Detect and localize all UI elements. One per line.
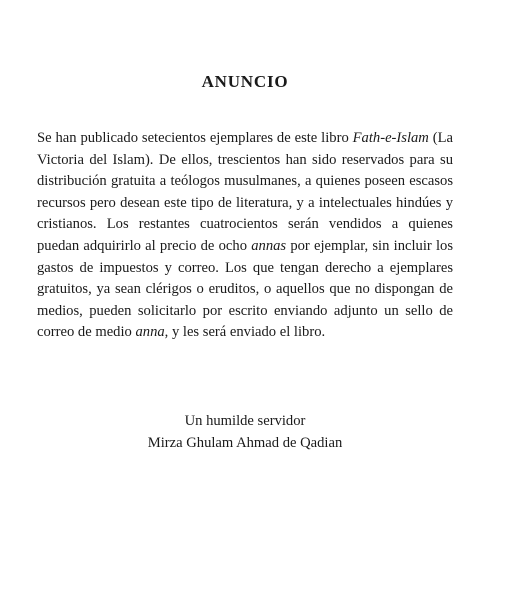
paragraph-text-part-3: por ejemplar, sin incluir los gastos de impuestos y correo. Los que tengan derecho a ejemplares gratuitos, ya sean clérigos o eruditos, o aquellos que no dispongan de medios, pueden solicitarlo por escrito enviando adjunto un sello de correo de medio xyxy=(37,237,454,341)
paragraph-text-part-2: (La Victoria del Islam). De ellos, trescientos han sido reservados para su distribución gratuita a teólogos musulmanes, a quienes poseen escasos recursos pero desean este tipo de literatura, y a intelectuales hindúes y cristianos. Los restantes cuatrocientos serán vendidos a quienes puedan adquirirlo al precio de ocho xyxy=(37,130,453,254)
signature-name: Mirza Ghulam Ahmad de Qadian xyxy=(147,435,343,451)
currency-anna-italic: anna xyxy=(135,324,165,341)
paragraph-text-part-4: , y les será enviado el libro. xyxy=(164,324,326,341)
paragraph-text-part-1: Se han publicado setecientos ejemplares de este libro xyxy=(37,130,353,146)
page-title: ANUNCIO xyxy=(201,72,289,91)
announcement-paragraph xyxy=(37,128,453,344)
signature-block xyxy=(0,410,490,454)
currency-annas-italic: annas xyxy=(251,237,287,254)
signature-closing: Un humilde servidor xyxy=(184,413,306,429)
book-title-italic: Fath-e-Islam xyxy=(352,130,429,146)
